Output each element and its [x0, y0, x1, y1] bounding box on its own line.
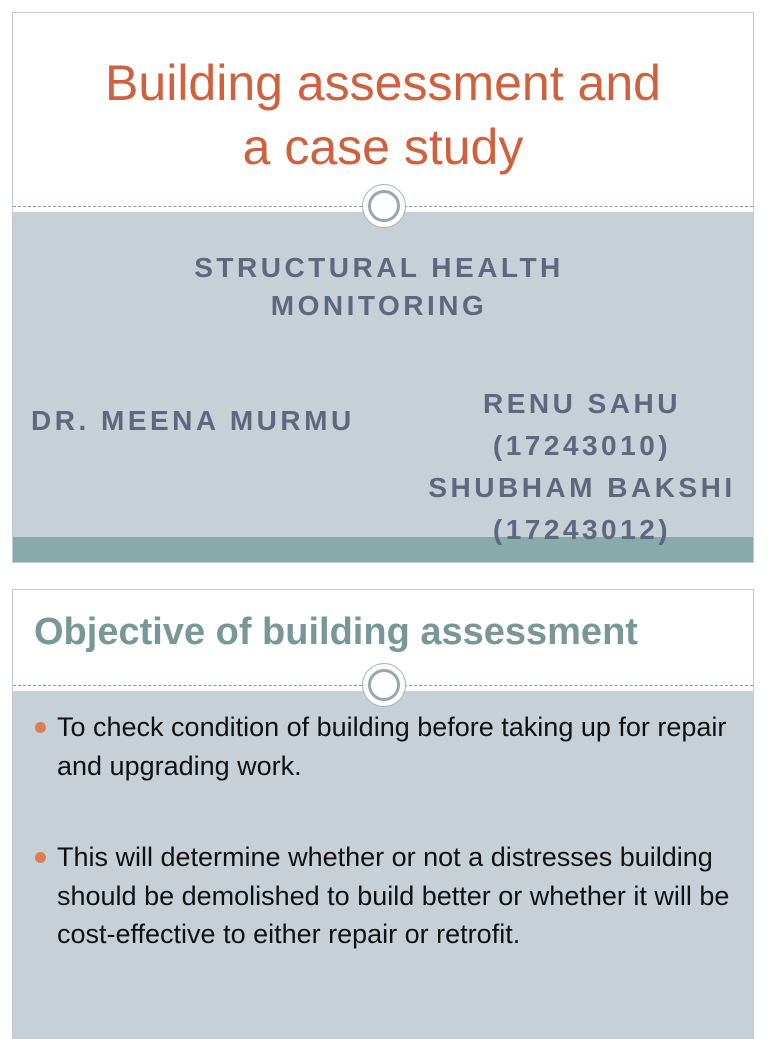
slide-objective [12, 589, 754, 1039]
bullet-list [35, 708, 735, 1007]
ring-ornament-icon [362, 663, 406, 707]
author-name-2: SHUBHAM BAKSHI [428, 472, 736, 503]
subtitle-line-2: MONITORING [270, 290, 488, 321]
ring-ornament-icon [362, 184, 406, 228]
title-area [13, 13, 753, 206]
page-title [13, 51, 753, 179]
author-id-2: (17243012) [492, 514, 672, 545]
slide-title [12, 12, 754, 563]
list-item [35, 708, 735, 785]
author-id-1: (17243010) [492, 430, 672, 461]
subtitle-line-1: STRUCTURAL HEALTH [194, 252, 564, 283]
list-item [35, 838, 735, 954]
title-line-2: a case study [242, 119, 524, 175]
author-name-1: RENU SAHU [483, 388, 681, 419]
presenter-name: DR. MEENA MURMU [31, 405, 355, 436]
author-list [409, 383, 754, 551]
bullet-icon [35, 852, 46, 863]
bullet-icon [35, 722, 46, 733]
bullet-text: This will determine whether or not a distresses building should be demolished to build better or whether it will be cost-effective to either repair or retrofit. [57, 842, 730, 949]
bullet-text: To check condition of building before taking up for repair and upgrading work. [57, 712, 727, 781]
slide-heading: Objective of building assessment [34, 611, 638, 653]
title-line-1: Building assessment and [105, 55, 661, 111]
subtitle [13, 249, 754, 325]
